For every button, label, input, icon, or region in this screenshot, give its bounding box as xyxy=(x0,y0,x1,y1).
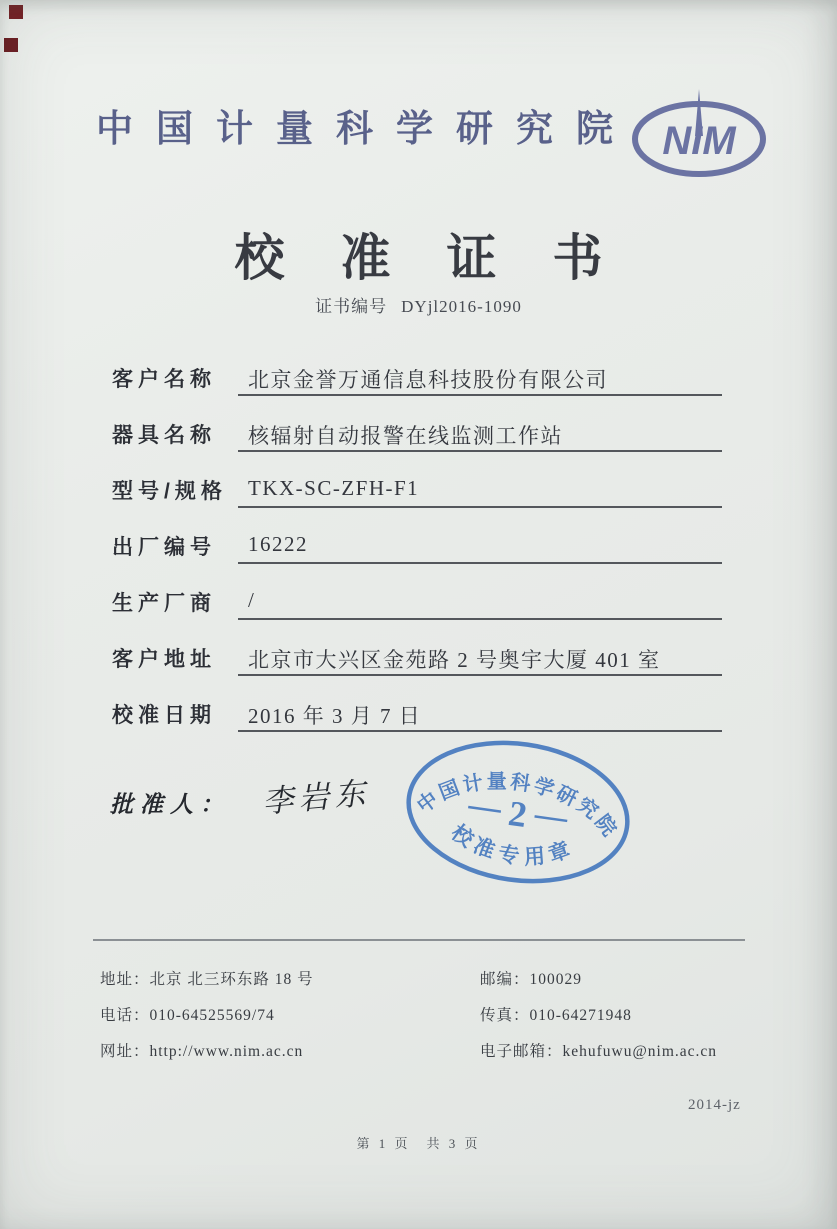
stamp-number: 2 xyxy=(506,792,530,836)
field-row-manufacturer xyxy=(112,584,726,622)
approver-label: 批准人： xyxy=(110,792,230,817)
field-label: 生产厂商 xyxy=(112,592,216,615)
field-row-model-spec xyxy=(112,472,726,510)
document-title xyxy=(0,218,837,290)
field-label: 校准日期 xyxy=(112,704,216,727)
certificate-number-label: 证书编号 xyxy=(315,297,388,316)
field-value: 北京金誉万通信息科技股份有限公司 xyxy=(248,368,608,392)
field-label: 客户地址 xyxy=(112,648,216,671)
certificate-number-value: DYjl2016-1090 xyxy=(401,297,522,316)
page-indicator: 第 1 页 共 3 页 xyxy=(356,1136,481,1151)
document-title-text: 校准证书 xyxy=(234,230,659,286)
stamp-bottom-text: 校准专用章 xyxy=(446,820,579,870)
field-value: 核辐射自动报警在线监测工作站 xyxy=(248,424,563,448)
field-underline xyxy=(238,416,722,452)
field-underline xyxy=(238,584,722,620)
field-value: 北京市大兴区金苑路 2 号奥宇大厦 401 室 xyxy=(248,648,661,672)
field-underline xyxy=(238,640,722,676)
field-label: 出厂编号 xyxy=(112,536,216,559)
field-value: 16222 xyxy=(248,532,308,556)
field-label: 客户名称 xyxy=(112,368,216,391)
field-value: TKX-SC-ZFH-F1 xyxy=(248,476,420,500)
contact-website: 网址：http://www.nim.ac.cn xyxy=(100,1043,304,1060)
contact-postcode: 邮编：100029 xyxy=(480,971,583,988)
stamp-arc-text: 中国计量科学研究院 xyxy=(413,770,622,843)
nim-logo-text: NIM xyxy=(662,119,736,163)
scan-artifact-mark-1 xyxy=(9,5,23,19)
form-code: 2014-jz xyxy=(688,1097,741,1113)
contact-address: 地址：北京 北三环东路 18 号 xyxy=(100,971,314,988)
contact-fax: 传真：010-64271948 xyxy=(480,1007,632,1024)
field-row-customer-address xyxy=(112,640,726,678)
official-stamp xyxy=(387,710,649,914)
footer-divider xyxy=(93,939,745,941)
contact-email: 电子邮箱：kehufuwu@nim.ac.cn xyxy=(480,1043,718,1060)
approval-row xyxy=(110,775,372,820)
field-label: 器具名称 xyxy=(112,424,216,447)
field-value: / xyxy=(248,588,256,612)
nim-logo-icon xyxy=(626,86,772,186)
field-value: 2016 年 3 月 7 日 xyxy=(248,704,422,728)
field-underline xyxy=(238,360,722,396)
field-underline xyxy=(238,472,722,508)
field-row-customer-name xyxy=(112,360,726,398)
approver-signature: 李岩东 xyxy=(260,775,372,820)
contact-phone: 电话：010-64525569/74 xyxy=(100,1007,275,1024)
field-row-serial-number xyxy=(112,528,726,566)
field-row-instrument-name xyxy=(112,416,726,454)
certificate-number-line xyxy=(0,292,837,317)
org-name: 中国计量科学研究院 xyxy=(96,109,636,150)
field-underline xyxy=(238,528,722,564)
scan-artifact-mark-2 xyxy=(4,38,18,52)
field-label: 型号/规格 xyxy=(112,480,227,503)
